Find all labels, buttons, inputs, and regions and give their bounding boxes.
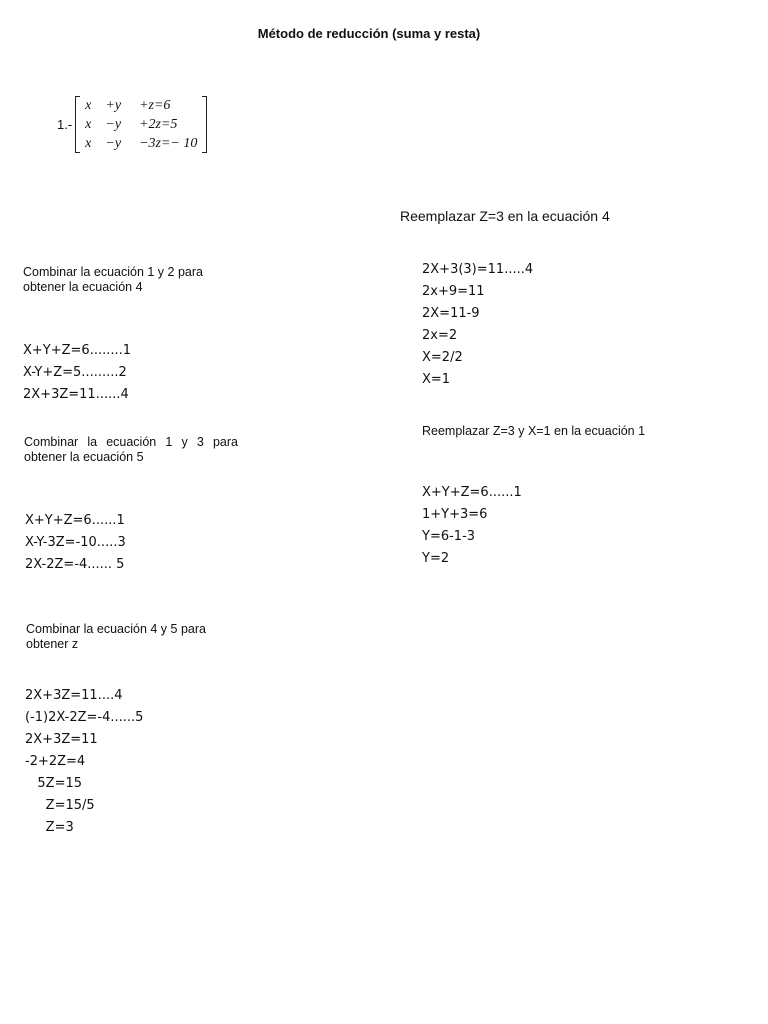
step4-equations xyxy=(422,259,533,391)
page-title: Método de reducción (suma y resta) xyxy=(257,26,481,41)
system-term: −y xyxy=(105,117,122,132)
equation-line: 2X-2Z=-4...... 5 xyxy=(25,557,125,572)
system-term: +2z=5 xyxy=(139,117,178,132)
equation-line: -2+2Z=4 xyxy=(25,754,86,769)
equation-line: 2x+9=11 xyxy=(422,284,485,299)
step1-equations xyxy=(23,340,131,406)
system-row xyxy=(81,134,201,153)
equation-line: Y=6-1-3 xyxy=(422,529,476,544)
step2-instruction: Combinar la ecuación 1 y 3 para obtener la ecuación 5 xyxy=(24,435,238,464)
step2-equations xyxy=(25,510,126,576)
equation-line: 2X=11-9 xyxy=(422,306,480,321)
equation-line: (-1)2X-2Z=-4......5 xyxy=(25,710,144,725)
system-term: +z=6 xyxy=(139,98,171,113)
system-term: x xyxy=(85,117,92,132)
system-term: −y xyxy=(105,136,122,151)
system-term: x xyxy=(85,136,92,151)
equation-line: X-Y-3Z=-10.....3 xyxy=(25,535,126,550)
equation-line: Z=15/5 xyxy=(25,798,95,813)
step5-equations xyxy=(422,482,522,570)
equation-line: 5Z=15 xyxy=(25,776,83,791)
equation-line: 2X+3Z=11 xyxy=(25,732,98,747)
equation-line: X+Y+Z=6......1 xyxy=(422,485,522,500)
step3-equations xyxy=(25,685,143,839)
equation-line: X=1 xyxy=(422,372,451,387)
system-number: 1.- xyxy=(57,117,73,132)
system-row xyxy=(81,96,201,115)
step4-heading: Reemplazar Z=3 en la ecuación 4 xyxy=(400,208,610,224)
system-bracket xyxy=(75,96,207,153)
system-term: −3z=− 10 xyxy=(139,136,198,151)
equation-line: X+Y+Z=6........1 xyxy=(23,343,132,358)
equation-line: Y=2 xyxy=(422,551,450,566)
equation-line: X-Y+Z=5.........2 xyxy=(23,365,127,380)
equation-line: X+Y+Z=6......1 xyxy=(25,513,125,528)
equation-line: 2X+3(3)=11.....4 xyxy=(422,262,534,277)
system-term: x xyxy=(85,98,92,113)
equation-line: 2X+3Z=11....4 xyxy=(25,688,123,703)
equation-line: X=2/2 xyxy=(422,350,463,365)
equation-line: 1+Y+3=6 xyxy=(422,507,488,522)
step3-instruction: Combinar la ecuación 4 y 5 para obtener z xyxy=(26,622,206,651)
equation-line: 2x=2 xyxy=(422,328,458,343)
system-row xyxy=(81,115,201,134)
equation-line: 2X+3Z=11......4 xyxy=(23,387,129,402)
equation-system xyxy=(57,96,207,153)
step5-instruction: Reemplazar Z=3 y X=1 en la ecuación 1 xyxy=(422,424,646,438)
system-term: +y xyxy=(105,98,122,113)
step1-instruction: Combinar la ecuación 1 y 2 para obtener la ecuación 4 xyxy=(23,265,203,294)
equation-line: Z=3 xyxy=(25,820,74,835)
